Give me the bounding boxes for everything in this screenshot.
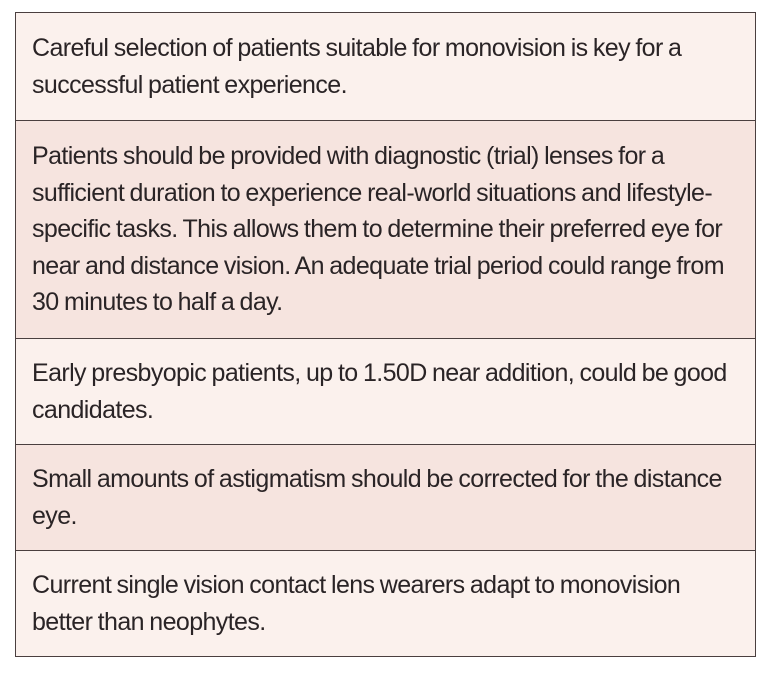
table-row [16,445,755,551]
row-text: Early presbyopic patients, up to 1.50D near addition, could be good candidates. [32,359,727,424]
table-row [16,13,755,121]
table-row [16,121,755,339]
row-text: Careful selection of patients suitable for monovision is key for a successful patient experience. [32,34,682,99]
row-text: Current single vision contact lens wearers adapt to monovision better than neophytes. [32,571,681,636]
table-row [16,339,755,445]
monovision-tips-table [15,12,756,657]
row-text: Small amounts of astigmatism should be corrected for the distance eye. [32,465,722,530]
row-text: Patients should be provided with diagnostic (trial) lenses for a sufficient duration to experience real-world situations and lifestyle-specific tasks. This allows them to determine their preferred eye for near and distance vision. An adequate trial period could range from 30 minutes to half a day. [32,142,724,317]
table-row [16,551,755,656]
